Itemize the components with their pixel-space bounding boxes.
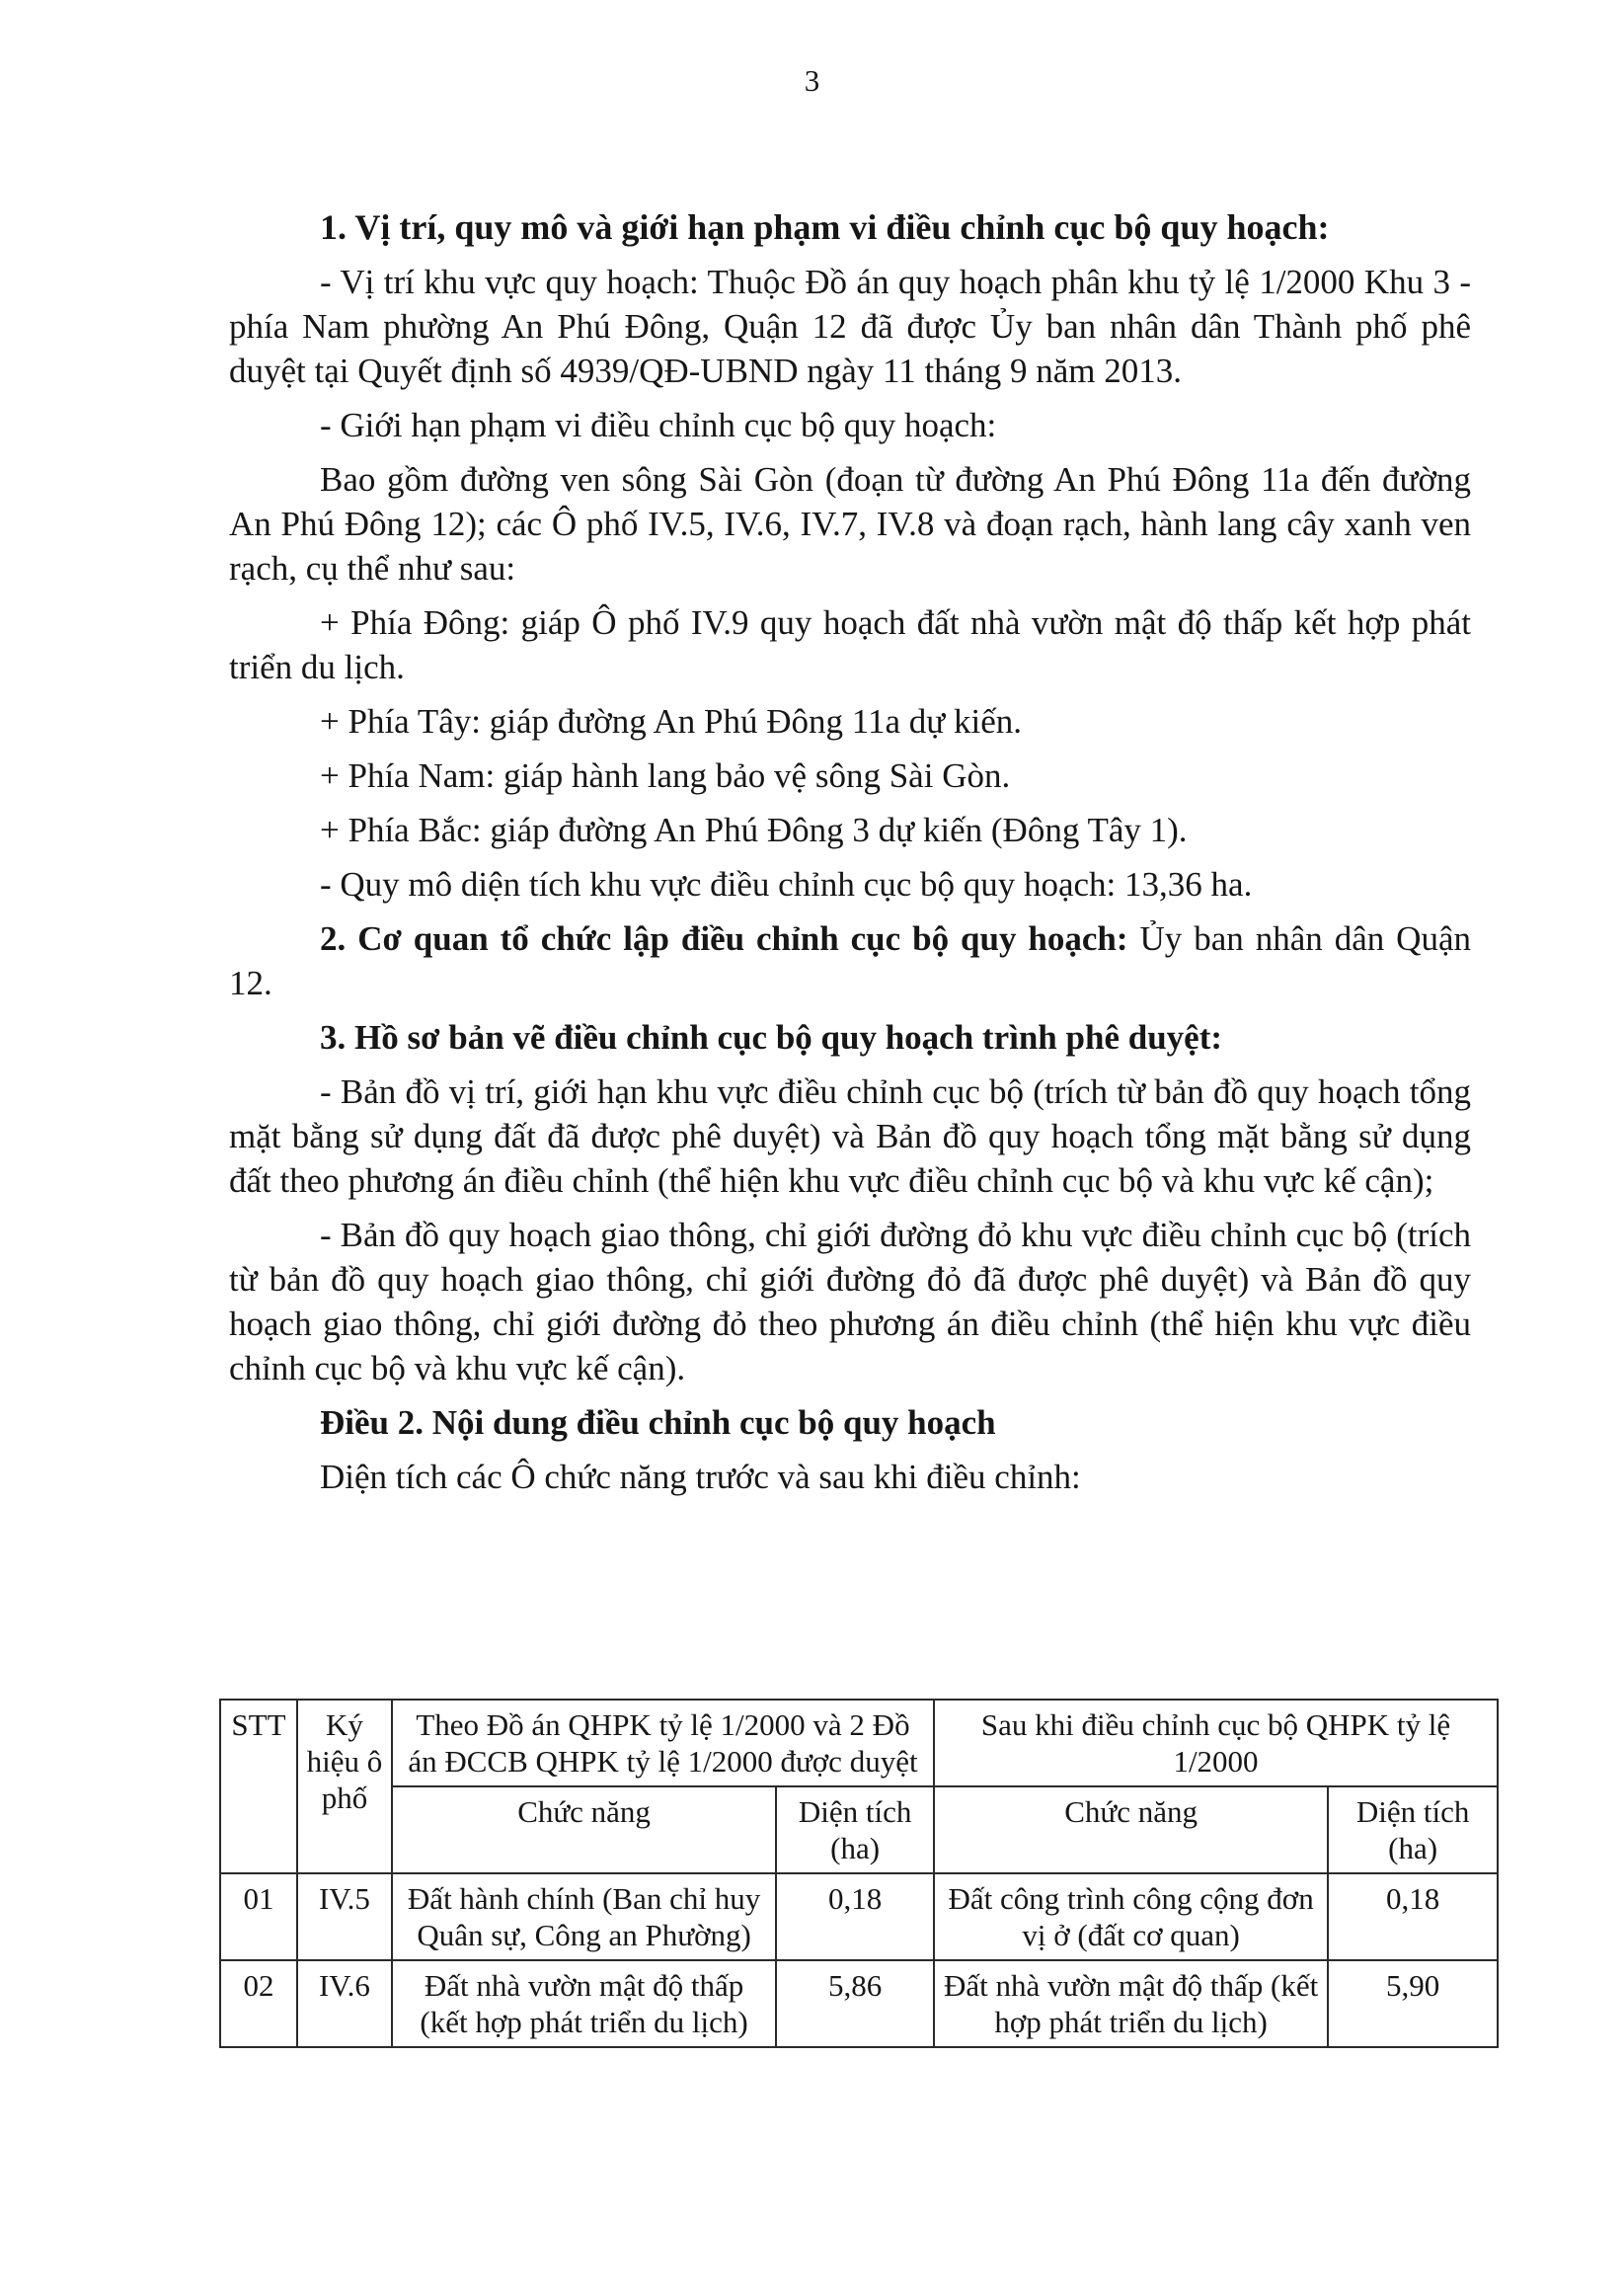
page-number: 3 xyxy=(804,63,820,98)
cell-area-after: 5,90 xyxy=(1328,1960,1498,2047)
table-row xyxy=(220,1873,1498,1960)
area-comparison-table xyxy=(219,1699,1499,2048)
header-function-after: Chức năng xyxy=(934,1786,1328,1873)
cell-stt: 02 xyxy=(220,1960,297,2047)
document-body xyxy=(229,205,1471,1509)
header-before: Theo Đồ án QHPK tỷ lệ 1/2000 và 2 Đồ án ĐCCB QHPK tỷ lệ 1/2000 được duyệt xyxy=(392,1700,934,1786)
section-3-heading: 3. Hồ sơ bản vẽ điều chỉnh cục bộ quy hoạch trình phê duyệt: xyxy=(320,1018,1223,1057)
cell-function-before: Đất nhà vườn mật độ thấp (kết hợp phát triển du lịch) xyxy=(392,1960,776,2047)
section-1-location: - Vị trí khu vực quy hoạch: Thuộc Đồ án quy hoạch phân khu tỷ lệ 1/2000 Khu 3 - phía Nam phường An Phú Đông, Quận 12 đã được Ủy ban nhân dân Thành phố phê duyệt tại Quyết định số 4939/QĐ-UBND ngày 11 tháng 9 năm 2013. xyxy=(229,263,1471,390)
table-subheader-row xyxy=(220,1786,1498,1873)
cell-code: IV.6 xyxy=(297,1960,392,2047)
table-row xyxy=(220,1960,1498,2047)
article-2-heading: Điều 2. Nội dung điều chỉnh cục bộ quy hoạch xyxy=(320,1403,996,1442)
section-3-item-1: - Bản đồ vị trí, giới hạn khu vực điều chỉnh cục bộ (trích từ bản đồ quy hoạch tổng mặt bằng sử dụng đất đã được phê duyệt) và Bản đồ quy hoạch tổng mặt bằng sử dụng đất theo phương án điều chỉnh (thể hiện khu vực điều chỉnh cục bộ và khu vực kế cận); xyxy=(229,1072,1471,1200)
section-1-heading: 1. Vị trí, quy mô và giới hạn phạm vi điều chỉnh cục bộ quy hoạch: xyxy=(320,207,1330,247)
cell-function-after: Đất công trình công cộng đơn vị ở (đất cơ quan) xyxy=(934,1873,1328,1960)
section-2-text: Ủy ban nhân dân Quận 12. xyxy=(229,919,1471,1002)
cell-area-before: 5,86 xyxy=(776,1960,934,2047)
cell-code: IV.5 xyxy=(297,1873,392,1960)
section-1-boundary-title: - Giới hạn phạm vi điều chỉnh cục bộ quy hoạch: xyxy=(320,406,997,444)
cell-stt: 01 xyxy=(220,1873,297,1960)
section-1-south: + Phía Nam: giáp hành lang bảo vệ sông Sài Gòn. xyxy=(320,756,1011,795)
table-header-row xyxy=(220,1700,1498,1786)
cell-area-after: 0,18 xyxy=(1328,1873,1498,1960)
section-2-heading: 2. Cơ quan tổ chức lập điều chỉnh cục bộ quy hoạch: xyxy=(320,919,1128,958)
section-2 xyxy=(229,916,1471,1005)
header-ky-hieu: Ký hiệu ô phố xyxy=(297,1700,392,1873)
section-1-west: + Phía Tây: giáp đường An Phú Đông 11a dự kiến. xyxy=(320,702,1023,741)
header-function-before: Chức năng xyxy=(392,1786,776,1873)
section-3-item-2: - Bản đồ quy hoạch giao thông, chỉ giới đường đỏ khu vực điều chỉnh cục bộ (trích từ bản đồ quy hoạch giao thông, chỉ giới đường đỏ đã được phê duyệt) và Bản đồ quy hoạch giao thông, chỉ giới đường đỏ theo phương án điều chỉnh (thể hiện khu vực điều chỉnh cục bộ và khu vực kế cận). xyxy=(229,1216,1471,1387)
header-area-after: Diện tích (ha) xyxy=(1328,1786,1498,1873)
cell-area-before: 0,18 xyxy=(776,1873,934,1960)
cell-function-after: Đất nhà vườn mật độ thấp (kết hợp phát triển du lịch) xyxy=(934,1960,1328,2047)
header-stt: STT xyxy=(220,1700,297,1873)
section-1-area: - Quy mô diện tích khu vực điều chỉnh cục bộ quy hoạch: 13,36 ha. xyxy=(320,865,1253,904)
cell-function-before: Đất hành chính (Ban chỉ huy Quân sự, Công an Phường) xyxy=(392,1873,776,1960)
section-1-boundary-desc: Bao gồm đường ven sông Sài Gòn (đoạn từ đường An Phú Đông 11a đến đường An Phú Đông 12); các Ô phố IV.5, IV.6, IV.7, IV.8 và đoạn rạch, hành lang cây xanh ven rạch, cụ thể như sau: xyxy=(229,460,1471,588)
section-1-north: + Phía Bắc: giáp đường An Phú Đông 3 dự kiến (Đông Tây 1). xyxy=(320,811,1188,849)
header-area-before: Diện tích (ha) xyxy=(776,1786,934,1873)
header-after: Sau khi điều chỉnh cục bộ QHPK tỷ lệ 1/2000 xyxy=(934,1700,1498,1786)
section-1-east: + Phía Đông: giáp Ô phố IV.9 quy hoạch đất nhà vườn mật độ thấp kết hợp phát triển du lịch. xyxy=(229,603,1471,686)
article-2-intro: Diện tích các Ô chức năng trước và sau khi điều chỉnh: xyxy=(320,1458,1081,1496)
